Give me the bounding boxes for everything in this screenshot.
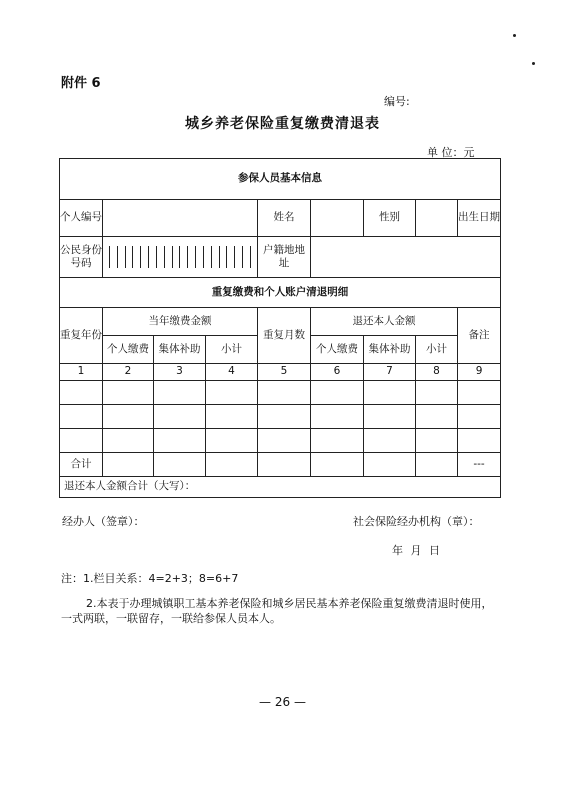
serial-number-label: 编号: bbox=[384, 95, 410, 108]
birth-date-label: 出生日期 bbox=[458, 200, 501, 237]
gender-label: 性别 bbox=[364, 200, 416, 237]
col-number: 3 bbox=[154, 364, 206, 381]
note-line-2: 2.本表于办理城镇职工基本养老保险和城乡居民基本养老保险重复缴费清退时使用， bbox=[86, 597, 493, 610]
sub-col-collective-1: 集体补助 bbox=[154, 336, 206, 364]
current-year-amount-header: 当年缴费金额 bbox=[103, 308, 258, 336]
sub-col-subtotal-2: 小计 bbox=[416, 336, 458, 364]
name-label: 姓名 bbox=[258, 200, 311, 237]
gender-field[interactable] bbox=[416, 200, 458, 237]
personal-info-row bbox=[60, 200, 501, 237]
col-number: 6 bbox=[311, 364, 364, 381]
refund-total-label: 退还本人金额合计（大写）： bbox=[60, 477, 501, 498]
date-label: 年 月 日 bbox=[392, 544, 440, 557]
id-no-label: 公民身份号码 bbox=[60, 237, 103, 278]
detail-header: 重复缴费和个人账户清退明细 bbox=[60, 278, 501, 308]
dup-months-header: 重复月数 bbox=[258, 308, 311, 364]
basic-info-header: 参保人员基本信息 bbox=[60, 159, 501, 200]
total-row bbox=[60, 453, 501, 477]
agency-seal-label: 社会保险经办机构（章）： bbox=[353, 515, 480, 528]
unit-label: 单 位：元 bbox=[427, 146, 475, 159]
scan-speck bbox=[532, 62, 535, 65]
table-row bbox=[60, 405, 501, 429]
col-number: 4 bbox=[206, 364, 258, 381]
col-number: 8 bbox=[416, 364, 458, 381]
personal-no-field[interactable] bbox=[103, 200, 258, 237]
col-number: 7 bbox=[364, 364, 416, 381]
table-row bbox=[60, 381, 501, 405]
id-digit-boxes bbox=[103, 242, 257, 272]
column-number-row bbox=[60, 364, 501, 381]
detail-header-row bbox=[60, 278, 501, 308]
dup-year-header: 重复年份 bbox=[60, 308, 103, 364]
scan-speck bbox=[513, 34, 516, 37]
note-line-3: 一式两联，一联留存，一联给参保人员本人。 bbox=[61, 612, 281, 625]
basic-info-header-row bbox=[60, 159, 501, 200]
sub-col-personal-1: 个人缴费 bbox=[103, 336, 154, 364]
col-number: 9 bbox=[458, 364, 501, 381]
page-number: — 26 — bbox=[259, 695, 306, 709]
form-title: 城乡养老保险重复缴费清退表 bbox=[185, 116, 380, 132]
total-label: 合计 bbox=[60, 453, 103, 477]
name-field[interactable] bbox=[311, 200, 364, 237]
remarks-header: 备注 bbox=[458, 308, 501, 364]
total-remark: --- bbox=[458, 453, 501, 477]
attachment-label: 附件 6 bbox=[61, 76, 101, 91]
id-no-field[interactable] bbox=[103, 237, 258, 278]
refund-form-table bbox=[59, 158, 501, 498]
col-number: 5 bbox=[258, 364, 311, 381]
refund-total-row bbox=[60, 477, 501, 498]
personal-no-label: 个人编号 bbox=[60, 200, 103, 237]
col-number: 1 bbox=[60, 364, 103, 381]
id-address-row bbox=[60, 237, 501, 278]
household-address-label: 户籍地地址 bbox=[258, 237, 311, 278]
sub-col-collective-2: 集体补助 bbox=[364, 336, 416, 364]
sub-col-subtotal-1: 小计 bbox=[206, 336, 258, 364]
handler-signature-label: 经办人（签章）： bbox=[62, 515, 145, 528]
sub-col-personal-2: 个人缴费 bbox=[311, 336, 364, 364]
col-number: 2 bbox=[103, 364, 154, 381]
refund-amount-header: 退还本人金额 bbox=[311, 308, 458, 336]
note-line-1: 注：1.栏目关系：4=2+3；8=6+7 bbox=[61, 572, 239, 585]
column-group-row bbox=[60, 308, 501, 336]
household-address-field[interactable] bbox=[311, 237, 501, 278]
table-row bbox=[60, 429, 501, 453]
